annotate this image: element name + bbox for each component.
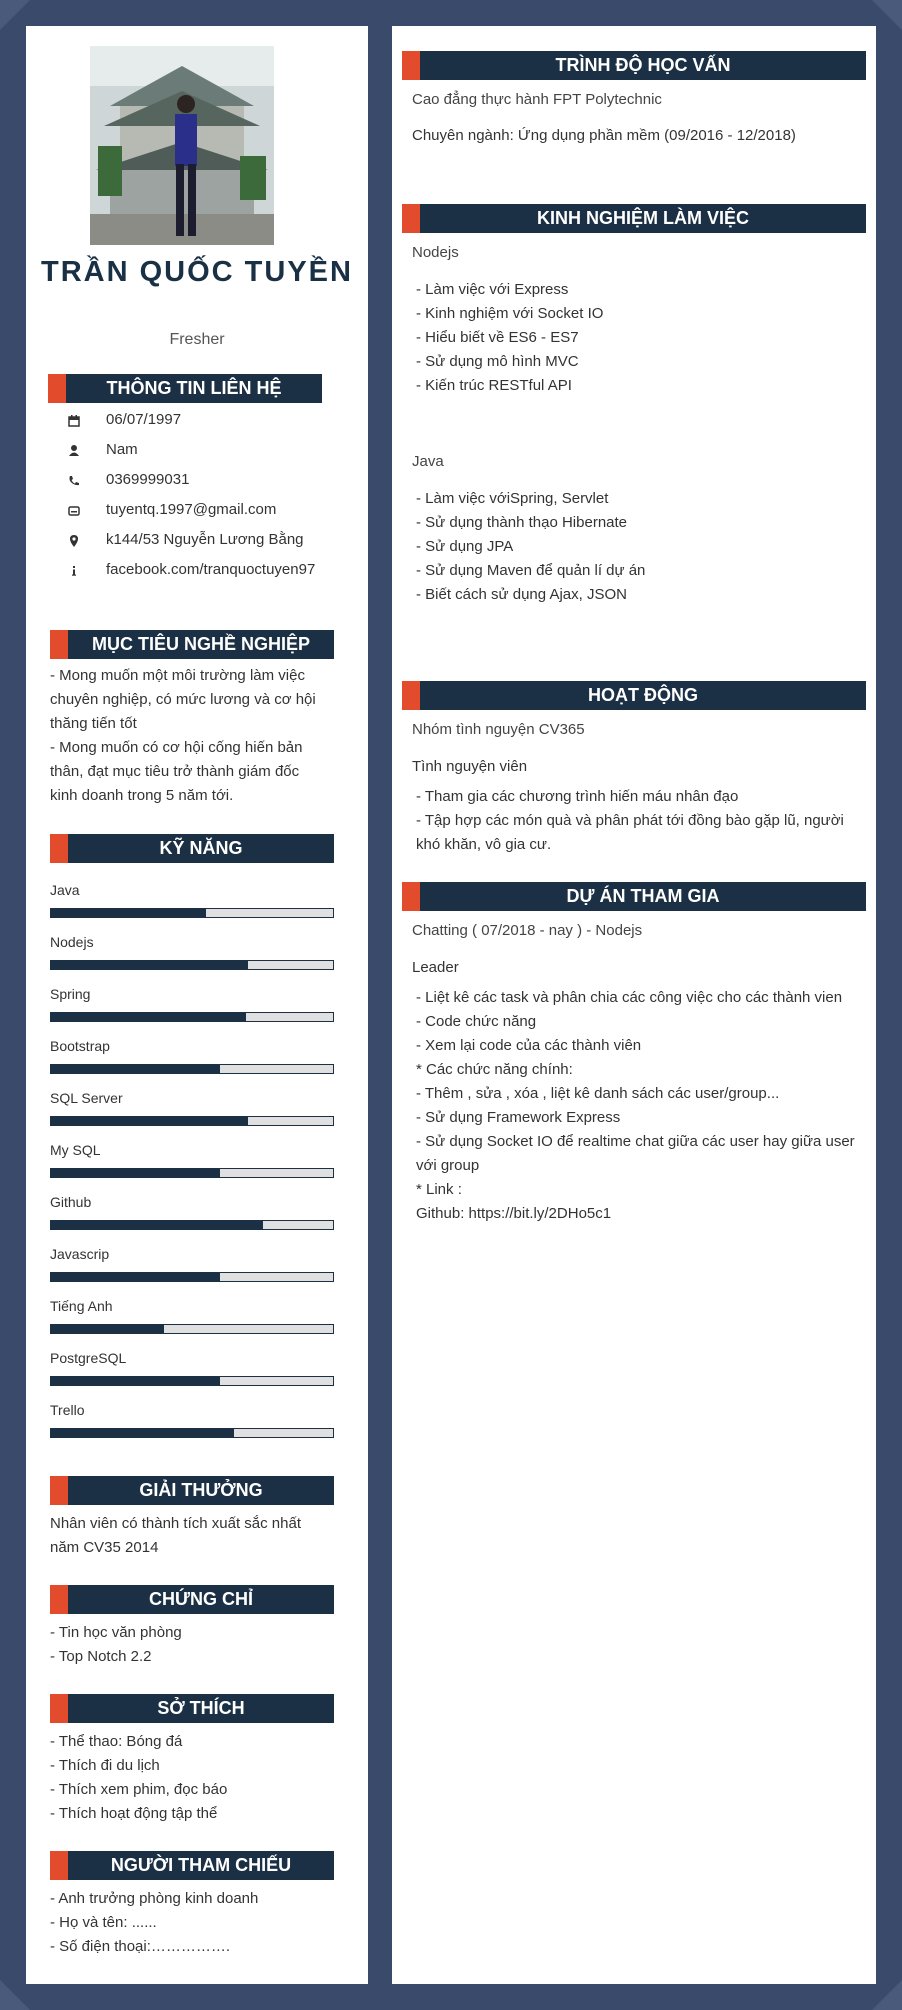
objective-line: kinh doanh trong 5 năm tới. <box>50 787 234 804</box>
skill-bar-fill <box>51 1013 246 1021</box>
reference-line: - Số điện thoại:……………. <box>50 1938 231 1955</box>
skill-label: Spring <box>50 986 91 1002</box>
awards-line: năm CV35 2014 <box>50 1539 159 1556</box>
avatar <box>90 46 274 245</box>
reference-line: - Anh trưởng phòng kinh doanh <box>50 1890 259 1907</box>
experience-list-java <box>416 487 645 607</box>
profile-role: Fresher <box>169 331 225 348</box>
activities-org: Nhóm tình nguyện CV365 <box>412 721 585 738</box>
section-header-projects <box>402 882 866 911</box>
certificates-text <box>50 1621 350 1669</box>
activity-item: - Tập hợp các món quà và phân phát tới đồng bào gặp lũ, người <box>416 812 844 829</box>
section-accent <box>50 1694 68 1723</box>
section-title: THÔNG TIN LIÊN HỆ <box>106 378 282 398</box>
skill-label: Tiếng Anh <box>50 1298 113 1314</box>
education-major: Chuyên ngành: Ứng dụng phần mềm (09/2016 - 12/2018) <box>412 127 796 144</box>
skill-bar-fill <box>51 1429 234 1437</box>
section-header-education <box>402 51 866 80</box>
project-item: - Liệt kê các task và phân chia các công việc cho các thành vien <box>416 989 843 1006</box>
section-header-skills <box>50 834 334 863</box>
project-item: - Thêm , sửa , xóa , liệt kê danh sách các user/group... <box>416 1085 780 1102</box>
section-title: TRÌNH ĐỘ HỌC VẤN <box>555 55 731 75</box>
experience-heading-nodejs: Nodejs <box>412 244 459 261</box>
references-text <box>50 1887 350 1959</box>
section-header-awards <box>50 1476 334 1505</box>
experience-item: - Biết cách sử dụng Ajax, JSON <box>416 586 627 603</box>
project-item[interactable]: Github: https://bit.ly/2DHo5c1 <box>416 1205 612 1222</box>
location-icon <box>66 533 82 549</box>
objective-line: thăng tiến tốt <box>50 715 137 732</box>
section-title: SỞ THÍCH <box>157 1698 245 1718</box>
project-item: - Sử dụng Socket IO để realtime chat giữa các user hay giữa user <box>416 1133 855 1150</box>
project-position: Leader <box>412 959 459 976</box>
skill-label: SQL Server <box>50 1090 123 1106</box>
experience-item: - Kiến trúc RESTful API <box>416 377 572 394</box>
skill-label: Bootstrap <box>50 1038 110 1054</box>
section-header-references <box>50 1851 334 1880</box>
contact-value[interactable]: facebook.com/tranquoctuyen97 <box>106 561 316 578</box>
skill-bar <box>50 1012 334 1022</box>
experience-item: - Kinh nghiệm với Socket IO <box>416 305 604 322</box>
contact-value: 06/07/1997 <box>106 411 182 428</box>
experience-item: - Làm việc vớiSpring, Servlet <box>416 490 609 507</box>
section-accent <box>50 834 68 863</box>
frame-corner-bottom-right <box>872 1980 902 2010</box>
section-accent <box>48 374 66 403</box>
project-name: Chatting ( 07/2018 - nay ) - Nodejs <box>412 922 643 939</box>
skill-bar <box>50 1324 334 1334</box>
skill-bar <box>50 1272 334 1282</box>
activity-item: khó khăn, vô gia cư. <box>416 836 552 853</box>
project-item: - Code chức năng <box>416 1013 537 1030</box>
education-school: Cao đẳng thực hành FPT Polytechnic <box>412 91 662 108</box>
section-title: NGƯỜI THAM CHIẾU <box>110 1855 292 1875</box>
contact-value[interactable]: tuyentq.1997@gmail.com <box>106 501 277 518</box>
hobby-line: - Thể thao: Bóng đá <box>50 1733 183 1750</box>
skill-label: My SQL <box>50 1142 101 1158</box>
project-item: * Link : <box>416 1181 462 1198</box>
section-title: HOẠT ĐỘNG <box>588 685 698 705</box>
skill-bar-fill <box>51 1377 220 1385</box>
section-title: KỸ NĂNG <box>159 838 243 858</box>
hobby-line: - Thích hoạt động tập thể <box>50 1805 218 1822</box>
experience-list-nodejs <box>416 278 603 398</box>
section-title: MỤC TIÊU NGHỀ NGHIỆP <box>91 634 310 654</box>
calendar-icon <box>66 413 82 429</box>
section-title: GIẢI THƯỞNG <box>139 1480 263 1500</box>
experience-item: - Làm việc với Express <box>416 281 569 298</box>
section-header-certificates <box>50 1585 334 1614</box>
skill-bar <box>50 1116 334 1126</box>
awards-line: Nhân viên có thành tích xuất sắc nhất <box>50 1515 301 1532</box>
skill-bar <box>50 1376 334 1386</box>
reference-line: - Họ và tên: ...... <box>50 1914 157 1931</box>
skill-bar <box>50 960 334 970</box>
section-accent <box>402 204 420 233</box>
hobby-line: - Thích đi du lịch <box>50 1757 160 1774</box>
skill-bar <box>50 1220 334 1230</box>
left-column <box>26 26 368 1984</box>
info-icon <box>66 563 82 579</box>
skill-bar <box>50 908 334 918</box>
section-header-activities <box>402 681 866 710</box>
experience-item: - Sử dụng mô hình MVC <box>416 353 579 370</box>
experience-item: - Hiểu biết về ES6 - ES7 <box>416 329 579 346</box>
section-title: KINH NGHIỆM LÀM VIỆC <box>536 208 749 228</box>
contact-value: Nam <box>106 441 138 458</box>
section-header-contact <box>48 374 322 403</box>
skill-bar-fill <box>51 909 206 917</box>
skill-label: Trello <box>50 1402 85 1418</box>
experience-item: - Sử dụng thành thạo Hibernate <box>416 514 628 531</box>
frame-corner-top-right <box>872 0 902 30</box>
project-item: - Xem lại code của các thành viên <box>416 1037 642 1054</box>
skill-bar <box>50 1064 334 1074</box>
awards-text <box>50 1512 350 1560</box>
experience-item: - Sử dụng JPA <box>416 538 514 555</box>
activities-position: Tình nguyện viên <box>412 758 528 775</box>
section-accent <box>50 1476 68 1505</box>
section-accent <box>50 1585 68 1614</box>
objective-line: - Mong muốn có cơ hội cống hiến bản <box>50 739 303 756</box>
experience-heading-java: Java <box>412 453 444 470</box>
skill-bar-fill <box>51 1065 220 1073</box>
objective-line: - Mong muốn một môi trường làm việc <box>50 667 305 684</box>
skill-label: Github <box>50 1194 92 1210</box>
skill-bar-fill <box>51 1169 220 1177</box>
certificate-line: - Top Notch 2.2 <box>50 1648 152 1665</box>
skill-bar-fill <box>51 1117 248 1125</box>
skill-bar-fill <box>51 1325 164 1333</box>
section-header-objective <box>50 630 334 659</box>
user-icon <box>66 443 82 459</box>
frame-corner-bottom-left <box>0 1980 30 2010</box>
contact-value: k144/53 Nguyễn Lương Bằng <box>106 531 304 548</box>
right-column <box>392 26 876 1984</box>
activity-item: - Tham gia các chương trình hiến máu nhân đạo <box>416 788 739 805</box>
section-accent <box>50 1851 68 1880</box>
hobby-line: - Thích xem phim, đọc báo <box>50 1781 228 1798</box>
skill-bar-fill <box>51 1221 263 1229</box>
section-accent <box>50 630 68 659</box>
skill-bar <box>50 1428 334 1438</box>
project-item: với group <box>416 1157 480 1174</box>
section-accent <box>402 51 420 80</box>
section-header-experience <box>402 204 866 233</box>
project-item: - Sử dụng Framework Express <box>416 1109 621 1126</box>
contact-value: 0369999031 <box>106 471 190 488</box>
hobbies-text <box>50 1730 350 1826</box>
section-header-hobbies <box>50 1694 334 1723</box>
experience-item: - Sử dụng Maven để quản lí dự án <box>416 562 646 579</box>
skill-label: Javascrip <box>50 1246 110 1262</box>
section-accent <box>402 681 420 710</box>
phone-icon <box>66 473 82 489</box>
skill-label: PostgreSQL <box>50 1350 127 1366</box>
email-icon <box>66 503 82 519</box>
activities-list <box>416 785 844 857</box>
section-accent <box>402 882 420 911</box>
project-item: * Các chức năng chính: <box>416 1061 573 1078</box>
project-list <box>416 986 855 1226</box>
skill-bar <box>50 1168 334 1178</box>
skill-bar-fill <box>51 1273 220 1281</box>
objective-line: chuyên nghiệp, có mức lương và cơ hội <box>50 691 316 708</box>
skill-label: Java <box>50 882 80 898</box>
objective-text <box>50 664 350 808</box>
section-title: DỰ ÁN THAM GIA <box>566 886 720 906</box>
skill-bar-fill <box>51 961 248 969</box>
certificate-line: - Tin học văn phòng <box>50 1624 182 1641</box>
section-title: CHỨNG CHỈ <box>149 1589 253 1609</box>
profile-name: TRẦN QUỐC TUYỀN <box>41 256 353 288</box>
objective-line: thân, đạt mục tiêu trở thành giám đốc <box>50 763 300 780</box>
skill-label: Nodejs <box>50 934 94 950</box>
